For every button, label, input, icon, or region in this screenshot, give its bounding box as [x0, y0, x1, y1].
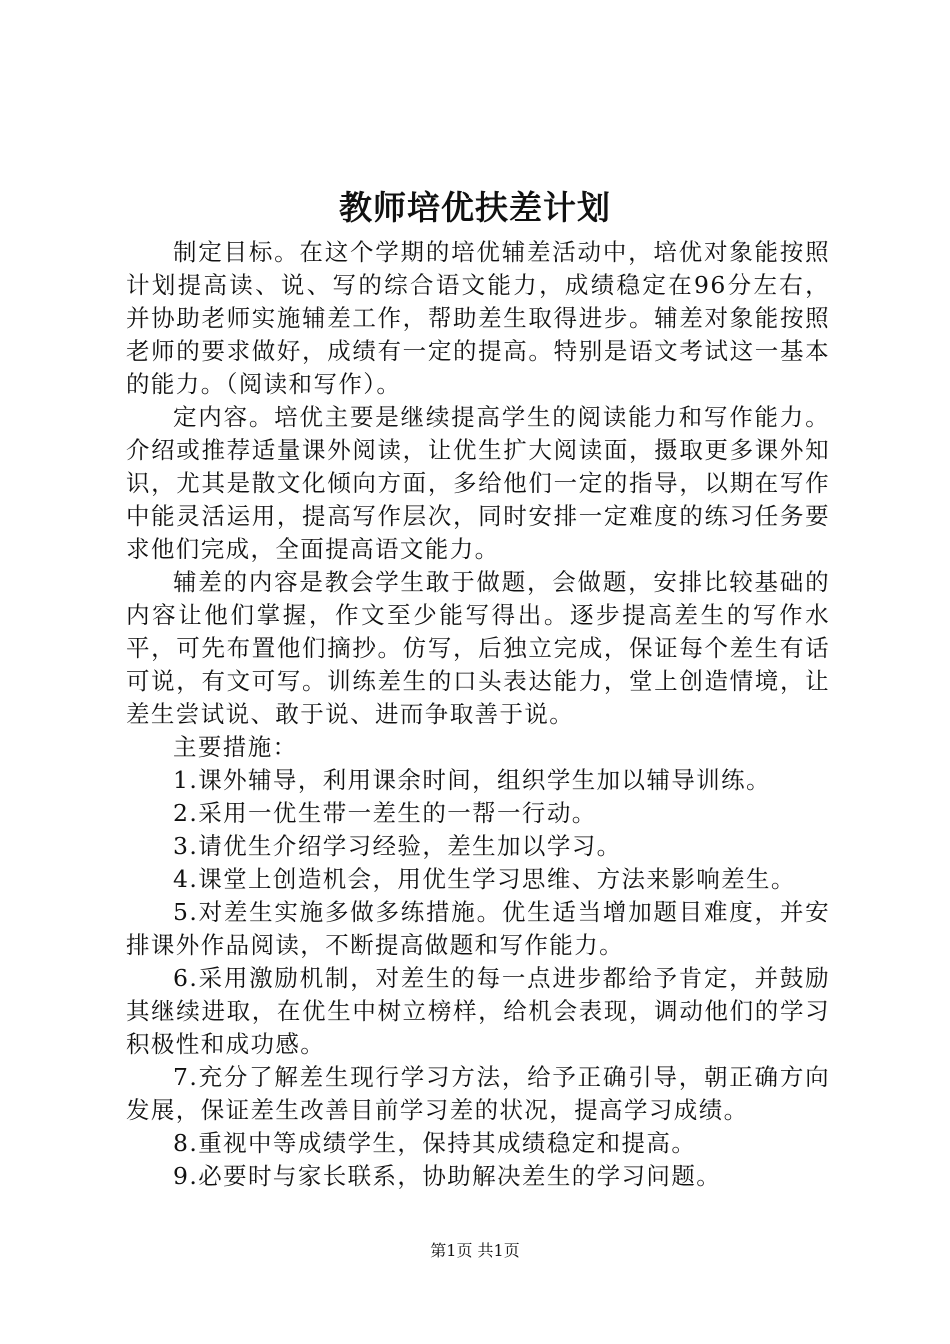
measure-item-6: 6.采用激励机制，对差生的每一点进步都给予肯定，并鼓励其继续进取，在优生中树立榜样，给机会表现，调动他们的学习积极性和成功感。 — [126, 964, 830, 1058]
document-title: 教师培优扶差计划 — [339, 188, 611, 227]
paragraph-remedial: 辅差的内容是教会学生敢于做题，会做题，安排比较基础的内容让他们掌握，作文至少能写得出。逐步提高差生的写作水平，可先布置他们摘抄。仿写，后独立完成，保证每个差生有话可说，有文可写。训练差生的口头表达能力，堂上创造情境，让差生尝试说、敢于说、进而争取善于说。 — [126, 568, 830, 728]
measure-item-1: 1.课外辅导，利用课余时间，组织学生加以辅导训练。 — [173, 766, 771, 794]
paragraph-content: 定内容。培优主要是继续提高学生的阅读能力和写作能力。介绍或推荐适量课外阅读，让优生扩大阅读面，摄取更多课外知识，尤其是散文化倾向方面，多给他们一定的指导，以期在写作中能灵活运用，提高写作层次，同时安排一定难度的练习任务要求他们完成，全面提高语文能力。 — [126, 403, 830, 563]
measure-item-2: 2.采用一优生带一差生的一帮一行动。 — [173, 799, 597, 827]
measure-item-8: 8.重视中等成绩学生，保持其成绩稳定和提高。 — [173, 1129, 697, 1157]
measure-item-9: 9.必要时与家长联系，协助解决差生的学习问题。 — [173, 1162, 722, 1190]
measure-item-4: 4.课堂上创造机会，用优生学习思维、方法来影响差生。 — [173, 865, 796, 893]
measures-heading: 主要措施： — [173, 733, 298, 761]
page-footer: 第1页 共1页 — [430, 1241, 520, 1260]
document-body — [126, 236, 830, 1193]
measure-item-3: 3.请优生介绍学习经验，差生加以学习。 — [173, 832, 622, 860]
measure-item-5: 5.对差生实施多做多练措施。优生适当增加题目难度，并安排课外作品阅读，不断提高做题和写作能力。 — [126, 898, 830, 959]
paragraph-goal: 制定目标。在这个学期的培优辅差活动中，培优对象能按照计划提高读、说、写的综合语文能力，成绩稳定在96分左右，并协助老师实施辅差工作，帮助差生取得进步。辅差对象能按照老师的要求做好，成绩有一定的提高。特别是语文考试这一基本的能力。（阅读和写作）。 — [126, 238, 830, 398]
measure-item-7: 7.充分了解差生现行学习方法，给予正确引导，朝正确方向发展，保证差生改善目前学习差的状况，提高学习成绩。 — [126, 1063, 830, 1124]
